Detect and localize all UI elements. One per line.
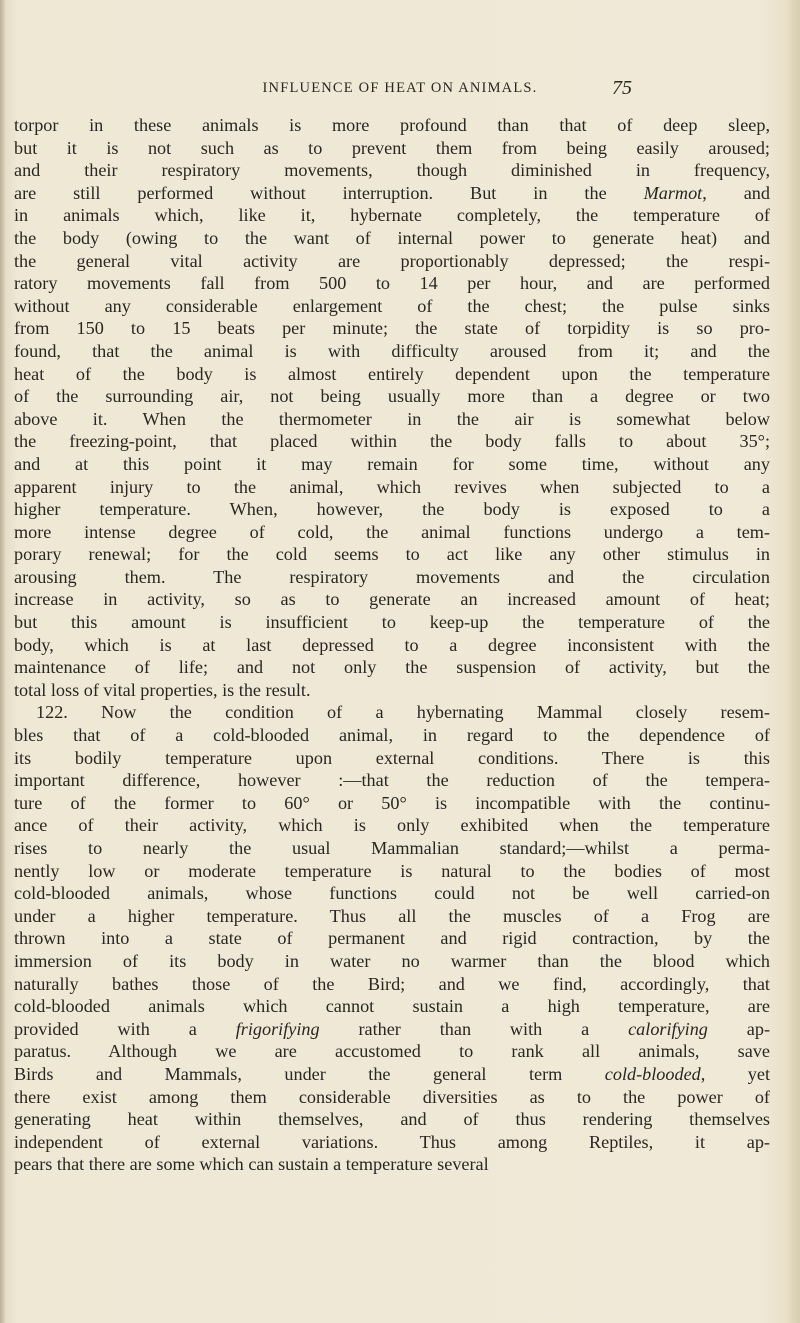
- text-line: its bodily temperature upon external conditions. There is this: [14, 747, 770, 768]
- text-line: more intense degree of cold, the animal functions undergo a tem-: [14, 521, 770, 542]
- text-line: the general vital activity are proportionably depressed; the respi-: [14, 250, 770, 271]
- text-line: independent of external variations. Thus among Reptiles, it ap-: [14, 1131, 770, 1152]
- text-line: 122. Now the condition of a hybernating Mammal closely resem-: [36, 702, 770, 723]
- text-line: ance of their activity, which is only exhibited when the temperature: [14, 815, 770, 836]
- text-line: heat of the body is almost entirely dependent upon the temperature: [14, 363, 770, 384]
- text-line: apparent injury to the animal, which revives when subjected to a: [14, 476, 770, 497]
- text-line: Birds and Mammals, under the general term cold-blooded, yet: [14, 1063, 770, 1084]
- text-line: ture of the former to 60° or 50° is incompatible with the continu-: [14, 792, 770, 813]
- text-line: but it is not such as to prevent them from being easily aroused;: [14, 137, 770, 158]
- text-line: rises to nearly the usual Mammalian standard;—whilst a perma-: [14, 838, 770, 858]
- text-line: higher temperature. When, however, the body is exposed to a: [14, 499, 770, 520]
- running-head: INFLUENCE OF HEAT ON ANIMALS.: [262, 80, 538, 96]
- page-number: 75: [612, 77, 632, 99]
- text-line: torpor in these animals is more profound than that of deep sleep,: [14, 115, 770, 135]
- text-line: bles that of a cold-blooded animal, in regard to the dependence of: [14, 725, 770, 746]
- text-line: increase in activity, so as to generate an increased amount of heat;: [14, 589, 770, 610]
- page-edge: [786, 0, 800, 1323]
- text-line: immersion of its body in water no warmer than the blood which: [14, 950, 770, 971]
- text-line: naturally bathes those of the Bird; and we find, accordingly, that: [14, 973, 770, 994]
- text-line: paratus. Although we are accustomed to rank all animals, save: [14, 1041, 770, 1062]
- text-line: found, that the animal is with difficulty aroused from it; and the: [14, 340, 770, 361]
- text-line: important difference, however :—that the reduction of the tempera-: [14, 770, 770, 791]
- text-line: the freezing-point, that placed within the body falls to about 35°;: [14, 431, 770, 452]
- page-header: [0, 77, 800, 104]
- text-line: cold-blooded animals which cannot sustain a high temperature, are: [14, 996, 770, 1017]
- text-line: and their respiratory movements, though diminished in frequency,: [14, 160, 770, 181]
- text-line: cold-blooded animals, whose functions could not be well carried-on: [14, 883, 770, 904]
- text-line: thrown into a state of permanent and rigid contraction, by the: [14, 928, 770, 949]
- text-line: under a higher temperature. Thus all the muscles of a Frog are: [14, 905, 770, 926]
- text-line: above it. When the thermometer in the air is somewhat below: [14, 408, 770, 429]
- text-line: the body (owing to the want of internal power to generate heat) and: [14, 227, 770, 248]
- text-line: in animals which, like it, hybernate completely, the temperature of: [14, 205, 770, 226]
- gutter-shadow: [0, 0, 6, 1323]
- text-line: generating heat within themselves, and of thus rendering themselves: [14, 1109, 770, 1130]
- text-line: provided with a frigorifying rather than with a calorifying ap-: [14, 1018, 770, 1039]
- text-line: are still performed without interruption. But in the Marmot, and: [14, 182, 770, 203]
- text-line: there exist among them considerable diversities as to the power of: [14, 1086, 770, 1107]
- text-line: maintenance of life; and not only the suspension of activity, but the: [14, 657, 770, 678]
- text-line: and at this point it may remain for some time, without any: [14, 453, 770, 474]
- text-line: pears that there are some which can sustain a temperature several: [14, 1154, 489, 1175]
- text-line: without any considerable enlargement of the chest; the pulse sinks: [14, 295, 770, 316]
- text-line: porary renewal; for the cold seems to act like any other stimulus in: [14, 544, 770, 565]
- text-line: arousing them. The respiratory movements and the circulation: [14, 566, 770, 587]
- text-line: of the surrounding air, not being usually more than a degree or two: [14, 386, 770, 407]
- text-line: ratory movements fall from 500 to 14 per hour, and are performed: [14, 273, 770, 294]
- text-line: but this amount is insufficient to keep-up the temperature of the: [14, 612, 770, 633]
- text-line: from 150 to 15 beats per minute; the state of torpidity is so pro-: [14, 318, 770, 339]
- text-line: nently low or moderate temperature is natural to the bodies of most: [14, 860, 770, 881]
- text-line: total loss of vital properties, is the result.: [14, 679, 311, 700]
- body-text: [14, 114, 770, 1176]
- text-line: body, which is at last depressed to a degree inconsistent with the: [14, 634, 770, 655]
